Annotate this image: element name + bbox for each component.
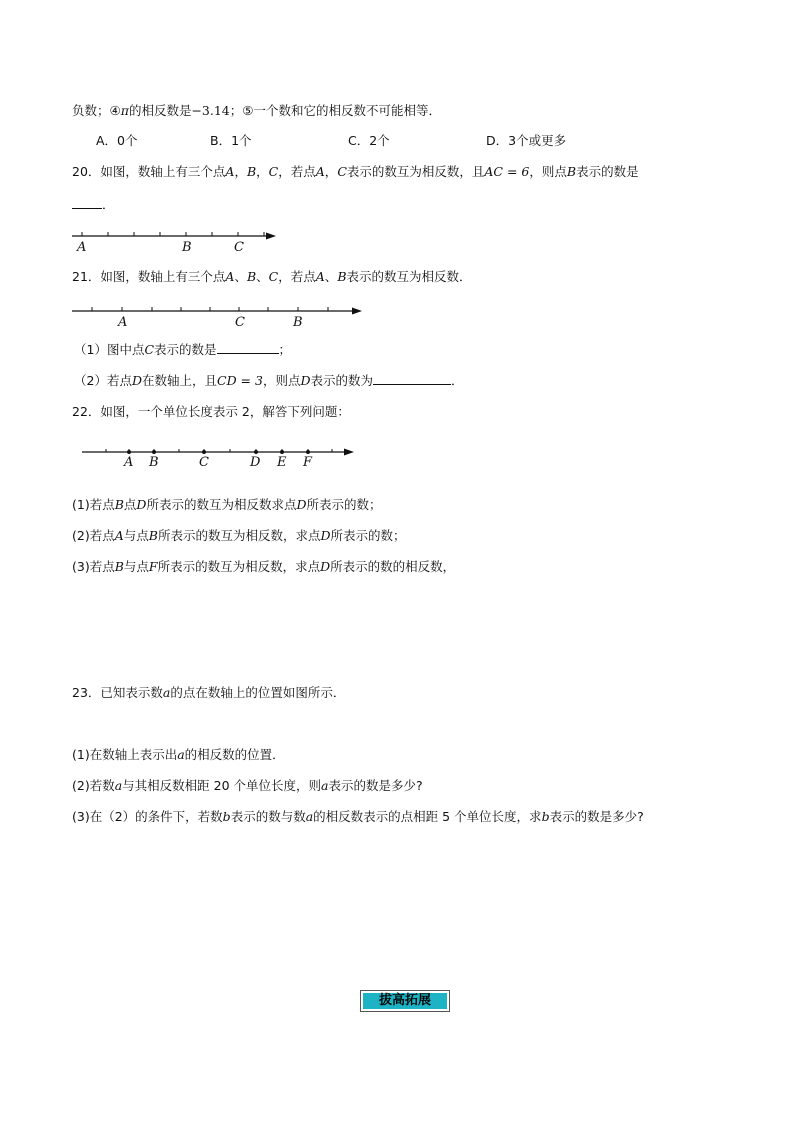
text: ，	[234, 164, 247, 179]
text: (1)在数轴上表示出	[72, 747, 178, 762]
point-label: D	[250, 455, 261, 470]
section-label: 拔高拓展	[360, 990, 450, 1012]
text: 23．已知表示数	[72, 685, 163, 700]
var: D	[320, 528, 331, 543]
question-22-part-2	[72, 528, 406, 544]
text: ，则点	[529, 164, 567, 179]
var: B	[114, 559, 124, 574]
var: B	[114, 497, 124, 512]
text: 、	[256, 269, 269, 284]
text: 表示的数是多少?	[328, 778, 423, 793]
text: ，若点	[278, 164, 316, 179]
value: −3.14	[191, 103, 230, 118]
text: 21．如图，数轴上有三个点	[72, 269, 226, 284]
text: 所表示的数互为相反数，求点	[157, 528, 321, 543]
pi-symbol: π	[120, 103, 129, 118]
answer-blank[interactable]	[72, 196, 102, 209]
text: 、	[234, 269, 247, 284]
point-label: B	[149, 455, 159, 470]
number-line-q21	[70, 303, 370, 333]
point-label: A	[124, 455, 134, 470]
point-label: A	[77, 240, 87, 255]
var: b	[541, 809, 550, 824]
text: 与点	[123, 528, 149, 543]
text: 所表示的数；	[306, 497, 382, 512]
var: B	[337, 269, 347, 284]
question-23-part-3	[72, 809, 644, 825]
question-22-part-1	[72, 497, 382, 513]
var: b	[222, 809, 231, 824]
var: B	[148, 528, 158, 543]
text: ．	[102, 197, 115, 212]
equation: CD = 3	[217, 373, 263, 388]
text: (2)若数	[72, 778, 115, 793]
var: A	[225, 164, 235, 179]
equation: AC = 6	[484, 164, 530, 179]
var: D	[131, 373, 142, 388]
var: A	[315, 164, 325, 179]
question-20	[72, 164, 639, 180]
var: A	[114, 528, 124, 543]
option-c[interactable]: C．2个	[348, 133, 390, 148]
point-label: E	[277, 455, 287, 470]
text: ；	[278, 342, 292, 357]
var: A	[225, 269, 235, 284]
var: F	[148, 559, 158, 574]
question-22-part-3	[72, 559, 455, 575]
text: 、	[324, 269, 338, 284]
text: ⑤一个数和它的相反数不可能相等．	[242, 103, 441, 118]
answer-blank[interactable]	[217, 341, 279, 354]
point-label: C	[235, 315, 245, 330]
var: a	[177, 747, 185, 762]
answer-blank[interactable]	[373, 372, 451, 385]
option-b[interactable]: B．1个	[210, 133, 252, 148]
text: 在数轴上，且	[141, 373, 217, 388]
text: 负数；④	[72, 103, 121, 118]
question-21	[72, 269, 472, 285]
text: 所表示的数互为相反数，求点	[157, 559, 321, 574]
var: C	[144, 342, 155, 357]
var: D	[300, 373, 311, 388]
var: C	[337, 164, 347, 179]
option-d[interactable]: D．3个或更多	[486, 133, 567, 148]
text: 的点在数轴上的位置如图所示．	[170, 685, 346, 700]
point-label: C	[234, 240, 244, 255]
text: ；	[229, 103, 243, 118]
var: D	[136, 497, 147, 512]
text: 点	[123, 497, 137, 512]
text: 与其相反数相距 20 个单位长度，则	[122, 778, 322, 793]
var: A	[315, 269, 325, 284]
var: D	[296, 497, 307, 512]
text: 表示的数为	[310, 373, 374, 388]
question-22: 22．如图，一个单位长度表示 2，解答下列问题：	[72, 404, 350, 419]
text: (1)若点	[72, 497, 115, 512]
text: ，则点	[262, 373, 301, 388]
text: 表示的数与数	[230, 809, 306, 824]
var: D	[320, 559, 331, 574]
number-line-q20	[70, 228, 290, 258]
text: ，	[324, 164, 338, 179]
var: B	[566, 164, 577, 179]
var: C	[268, 269, 279, 284]
point-label: C	[199, 455, 209, 470]
var: B	[246, 269, 257, 284]
text: 所表示的数的相反数，	[330, 559, 456, 574]
var: a	[162, 685, 171, 700]
question-21-part-1	[74, 341, 291, 358]
text: 表示的数是多少?	[549, 809, 644, 824]
var: a	[321, 778, 329, 793]
text: 表示的数互为相反数．	[346, 269, 472, 284]
text: 的相反数表示的点相距 5 个单位长度，求	[313, 809, 542, 824]
text: 的相反数是	[128, 103, 192, 118]
text: （1）图中点	[74, 342, 145, 357]
question-23	[72, 685, 345, 701]
text: 表示的数互为相反数，且	[346, 164, 485, 179]
text: ，	[256, 164, 269, 179]
text: 所表示的数；	[330, 528, 406, 543]
text: 20．如图，数轴上有三个点	[72, 164, 226, 179]
var: B	[246, 164, 257, 179]
var: a	[114, 778, 123, 793]
text: 所表示的数互为相反数求点	[146, 497, 297, 512]
var: C	[268, 164, 279, 179]
text: （2）若点	[74, 373, 132, 388]
answer-line	[72, 196, 115, 213]
statement-line	[72, 103, 441, 119]
text: (3)在（2）的条件下，若数	[72, 809, 223, 824]
point-label: F	[303, 455, 313, 470]
text: (3)若点	[72, 559, 115, 574]
text: 表示的数是	[154, 342, 217, 357]
point-label: B	[182, 240, 192, 255]
text: ．	[451, 373, 464, 388]
text: (2)若点	[72, 528, 115, 543]
text: ，若点	[278, 269, 316, 284]
number-line-q22	[80, 444, 370, 474]
var: a	[305, 809, 314, 824]
point-label: A	[118, 315, 128, 330]
question-23-part-2	[72, 778, 423, 794]
text: 与点	[123, 559, 149, 574]
question-23-part-1	[72, 747, 285, 763]
text: 表示的数是	[576, 164, 639, 179]
question-21-part-2	[74, 372, 464, 389]
text: 的相反数的位置．	[184, 747, 285, 762]
option-a[interactable]: A．0个	[96, 133, 138, 148]
point-label: B	[293, 315, 303, 330]
